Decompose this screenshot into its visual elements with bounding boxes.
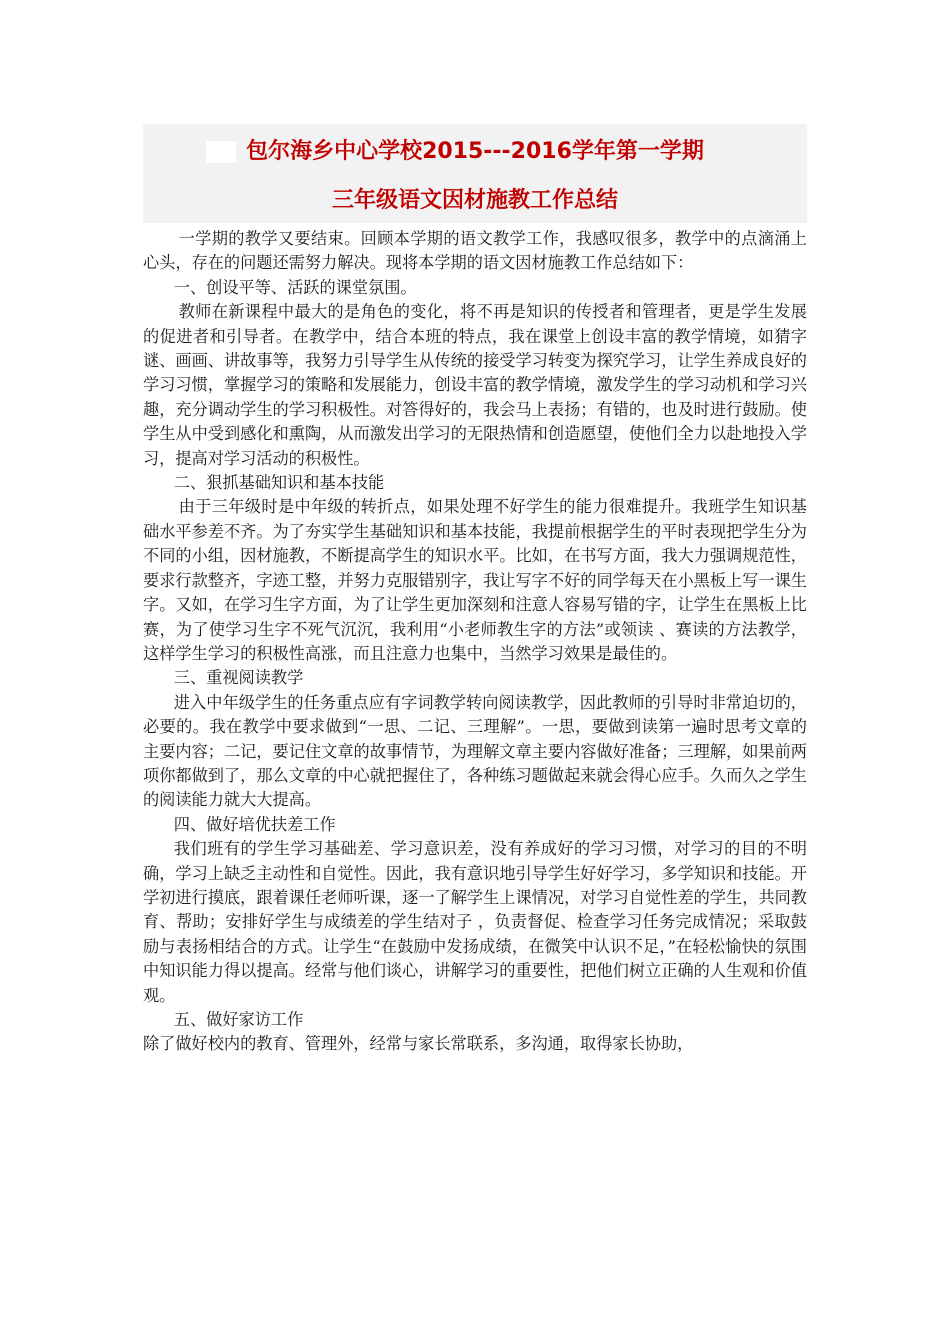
document-title: 包尔海乡中心学校2015---2016学年第一学期 bbox=[246, 139, 704, 164]
section-heading-2: 二、狠抓基础知识和基本技能 bbox=[173, 473, 385, 493]
paragraph-section-3: 进入中年级学生的任务重点应有字词教学转向阅读教学，因此教师的引导时非常迫切的，必要的。我在教学中要求做到“一思、二记、三理解”。一思，要做到读第一遍时思考文章的主要内容；二记，要记住文章的故事情节，为理解文章主要内容做好准备；三理解，如果前两项你都做到了，那么文章的中心就把握住了，各种练习题做起来就会得心应手。久而久之学生的阅读能力就大大提高。 bbox=[143, 692, 807, 810]
section-heading-1: 一、创设平等、活跃的课堂氛围。 bbox=[173, 277, 417, 297]
section-heading-4: 四、做好培优扶差工作 bbox=[173, 814, 336, 834]
paragraph-section-1: 教师在新课程中最大的是角色的变化，将不再是知识的传授者和管理者，更是学生发展的促进者和引导者。在教学中，结合本班的特点，我在课堂上创设丰富的教学情境，如猜字谜、画画、讲故事等，我努力引导学生从传统的接受学习转变为探究学习，让学生养成良好的学习习惯，掌握学习的策略和发展能力，创设丰富的教学情境，激发学生的学习动机和学习兴趣，充分调动学生的学习积极性。对答得好的，我会马上表扬；有错的，也及时进行鼓励。使学生从中受到感化和熏陶，从而激发出学习的无限热情和创造愿望，使他们全力以赴地投入学习，提高对学习活动的积极性。 bbox=[143, 302, 807, 468]
section-heading-3: 三、重视阅读教学 bbox=[173, 668, 304, 688]
document-subtitle: 三年级语文因材施教工作总结 bbox=[331, 188, 618, 213]
paragraph-section-5: 除了做好校内的教育、管理外，经常与家长常联系，多沟通，取得家长协助， bbox=[143, 1034, 694, 1054]
paragraph-intro: 一学期的教学又要结束。回顾本学期的语文教学工作，我感叹很多，教学中的点滴涌上心头，存在的问题还需努力解决。现将本学期的语文因材施教工作总结如下： bbox=[143, 229, 807, 273]
paragraph-section-2: 由于三年级时是中年级的转折点，如果处理不好学生的能力很难提升。我班学生知识基础水平参差不齐。为了夯实学生基础知识和基本技能，我提前根据学生的平时表现把学生分为不同的小组，因材施教，不断提高学生的知识水平。比如，在书写方面，我大力强调规范性，要求行款整齐，字迹工整，并努力克服错别字，我让写字不好的同学每天在小黑板上写一课生字。又如，在学习生字方面，为了让学生更加深刻和注意人容易写错的字，让学生在黑板上比赛，为了使学习生字不死气沉沉，我利用“小老师教生字的方法”或领读 、赛读的方法教学，这样学生学习的积极性高涨，而且注意力也集中，当然学习效果是最佳的。 bbox=[143, 497, 807, 663]
document-body bbox=[143, 227, 807, 1057]
paragraph-section-4: 我们班有的学生学习基础差、学习意识差，没有养成好的学习习惯，对学习的目的不明确，学习上缺乏主动性和自觉性。因此，我有意识地引导学生好好学习，多学知识和技能。开学初进行摸底，跟着课任老师听课，逐一了解学生上课情况，对学习自觉性差的学生，共同教育、帮助；安排好学生与成绩差的学生结对子 ，负责督促、检查学习任务完成情况；采取鼓励与表扬相结合的方式。让学生“在鼓励中发扬成绩，在微笑中认识不足，”在轻松愉快的氛围中知识能力得以提高。经常与他们谈心，讲解学习的重要性，把他们树立正确的人生观和价值观。 bbox=[143, 839, 807, 1005]
section-heading-5: 五、做好家访工作 bbox=[173, 1010, 304, 1029]
